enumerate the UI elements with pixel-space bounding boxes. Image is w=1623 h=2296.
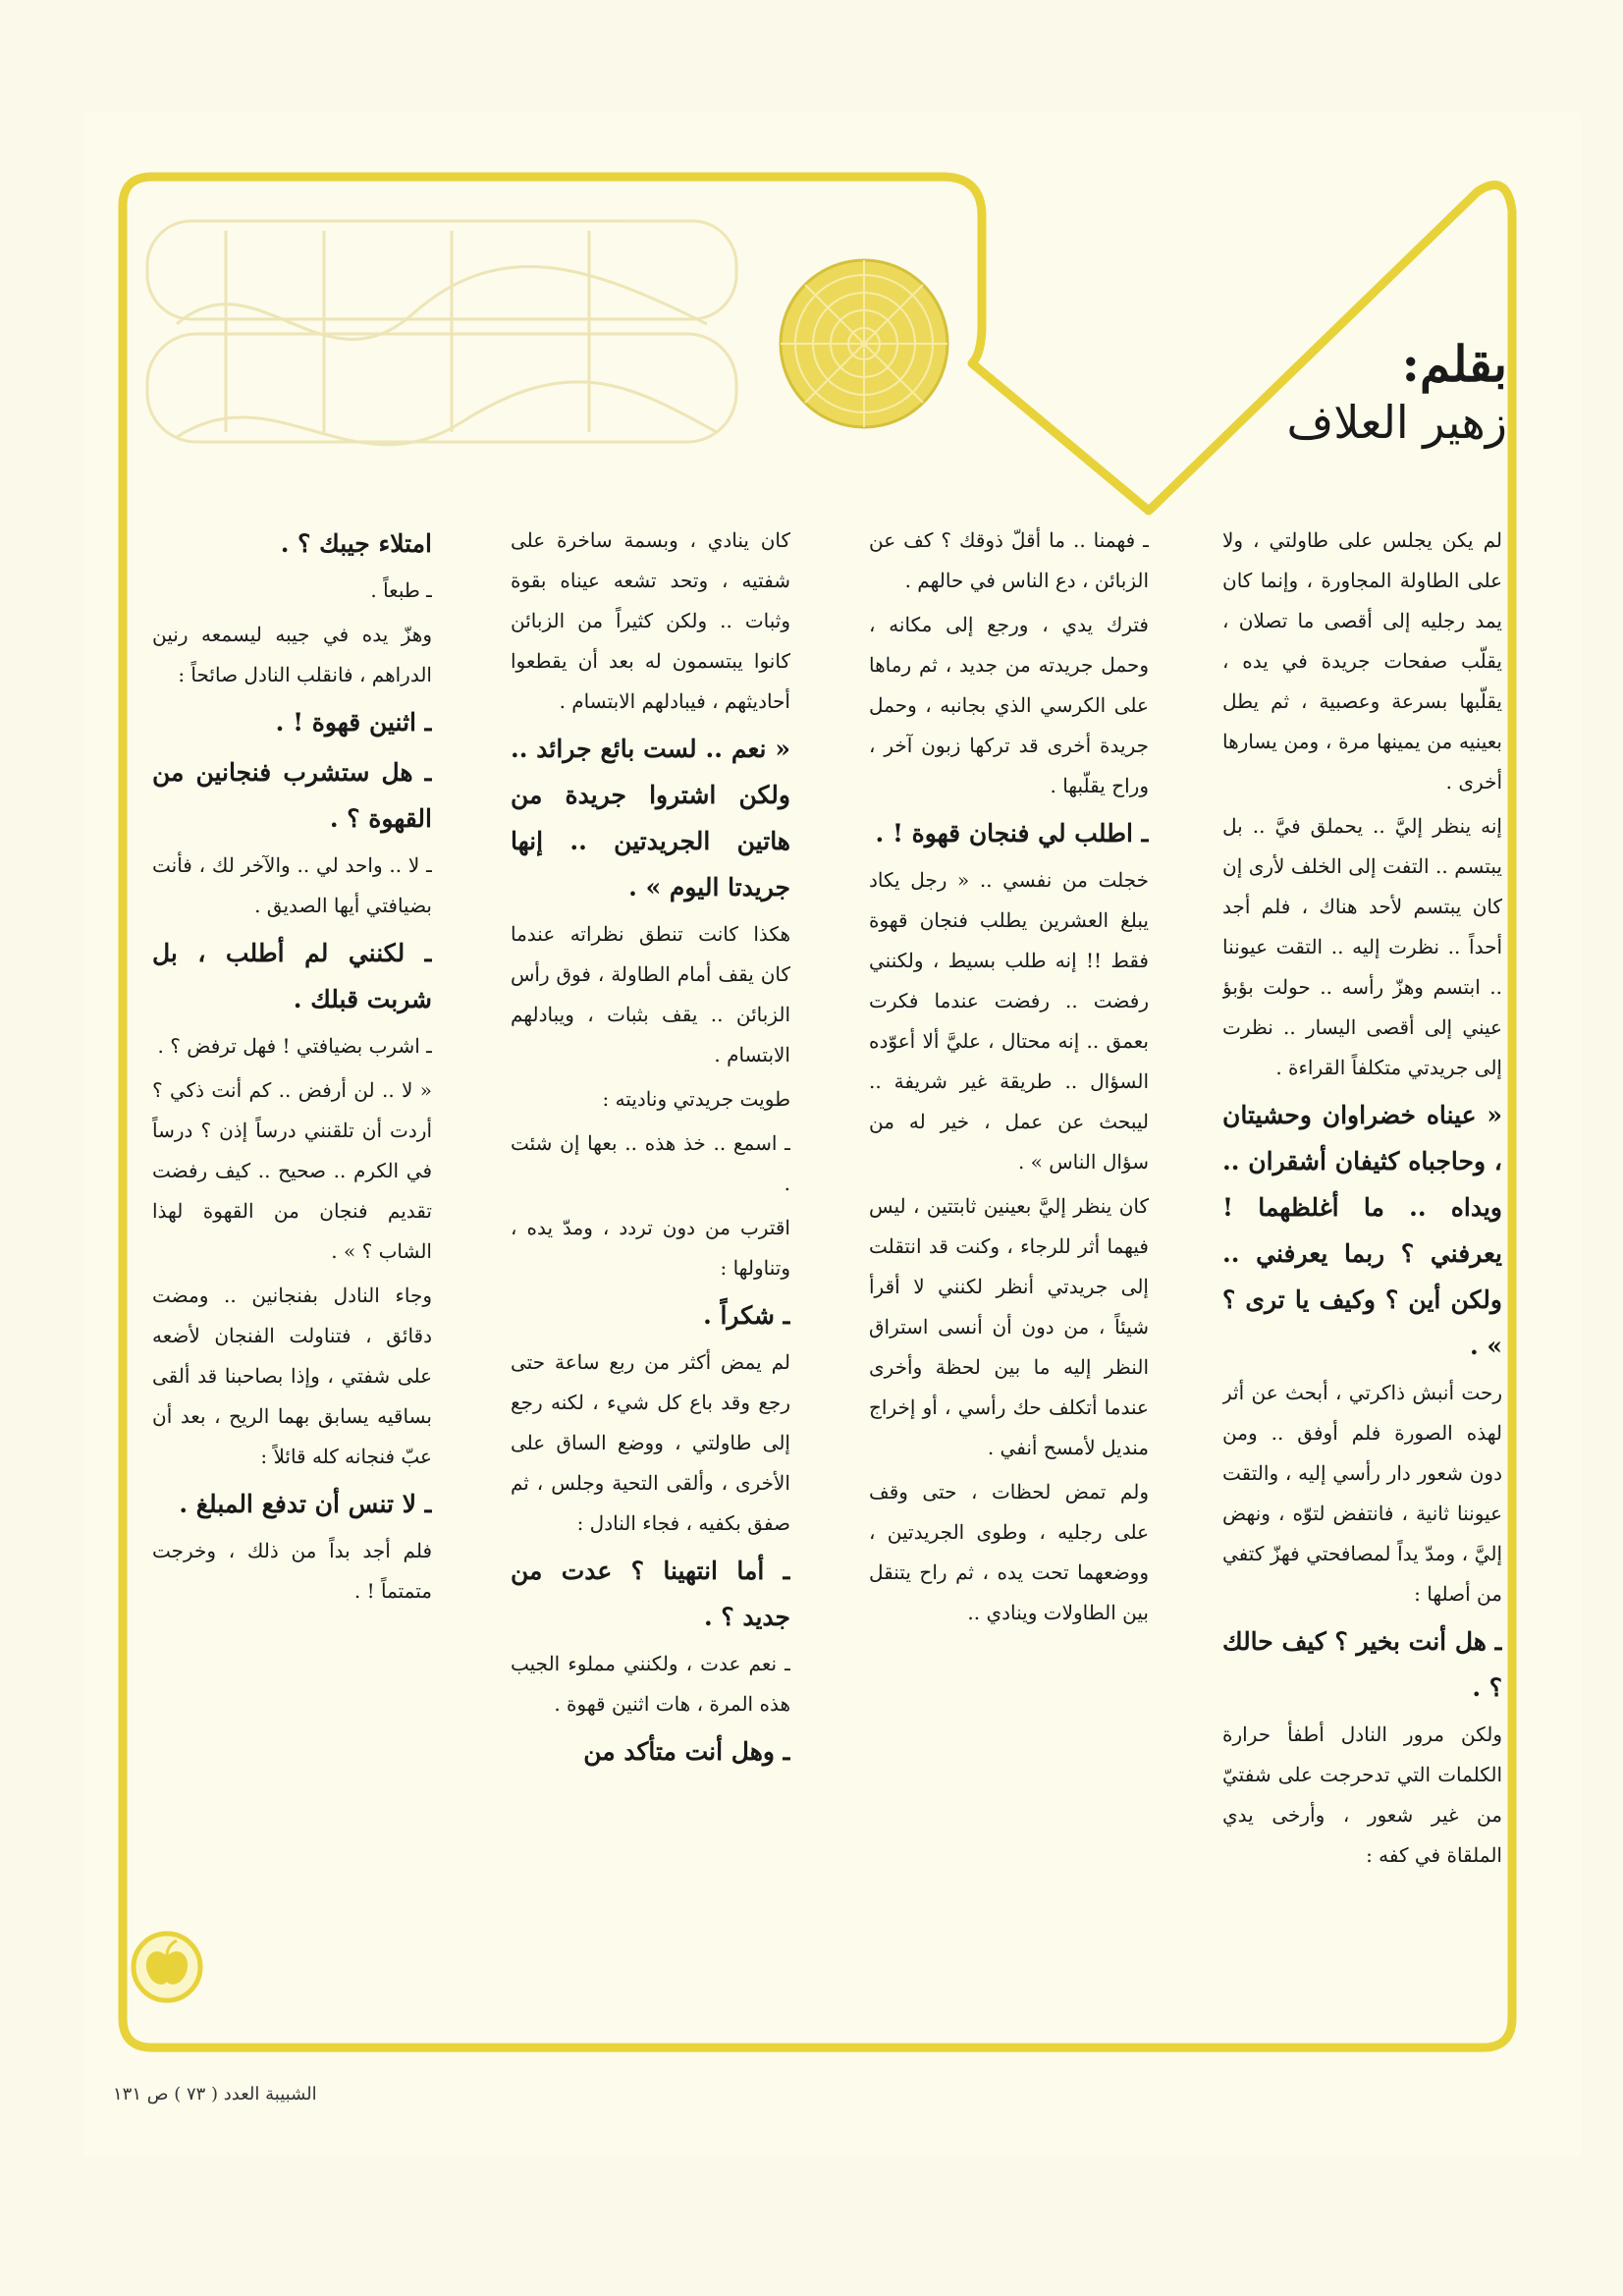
article-paragraph: إنه ينظر إليَّ .. يحملق فيَّ .. بل يبتسم .. التفت إلى الخلف لأرى إن كان يبتسم لأحد هناك ، فلم أجد أحداً .. نظرت إليه .. التقت عيوننا .. ابتسم وهزّ رأسه .. حولت بؤبؤ عيني إلى أقصى اليسار .. نظرت إلى جريدتي متكلفاً القراءة . — [1222, 814, 1502, 1079]
article-paragraph: هكذا كانت تنطق نظراته عندما كان يقف أمام الطاولة ، فوق رأس الزبائن .. يقف بثبات ، ويبادلهم الابتسام . — [511, 922, 790, 1066]
article-paragraph: فلم أجد بداً من ذلك ، وخرجت متمتماً ! . — [152, 1539, 432, 1603]
article-paragraph: ـ هل أنت بخير ؟ كيف حالك ؟ . — [1222, 1627, 1502, 1702]
page-folio: الشبيبة العدد ( ٧٣ ) ص ١٣١ — [113, 2084, 317, 2105]
article-paragraph: « عيناه خضراوان وحشيتان ، وحاجباه كثيفان أشقران .. ويداه .. ما أغلظهما ! يعرفني ؟ ربما يعرفني .. ولكن أين ؟ وكيف يا ترى ؟ » . — [1222, 1101, 1502, 1360]
article-paragraph: لم يمض أكثر من ربع ساعة حتى رجع وقد باع كل شيء ، لكنه رجع إلى طاولتي ، ووضع الساق على الأخرى ، وألقى التحية وجلس ، ثم صفق بكفيه ، فجاء النادل : — [511, 1350, 790, 1535]
article-paragraph: امتلاء جيبك ؟ . — [280, 529, 432, 558]
article-paragraph: « نعم .. لست بائع جرائد .. ولكن اشتروا جريدة من هاتين الجريدتين .. إنها جريدتا اليوم » . — [511, 735, 790, 902]
byline-author: زهير العلاف — [1286, 396, 1507, 449]
article-paragraph: ـ نعم عدت ، ولكنني مملوء الجيب هذه المرة ، هات اثنين قهوة . — [511, 1652, 790, 1716]
article-paragraph: وجاء النادل بفنجانين .. ومضت دقائق ، فتناولت الفنجان لأضعه على شفتي ، وإذا بصاحبنا قد ألقى بساقيه يسابق بهما الريح ، بعد أن عبّ فنجانه كله قائلاً : — [152, 1284, 432, 1468]
article-paragraph: ولم تمض لحظات ، حتى وقف على رجليه ، وطوى الجريدتين ، ووضعهما تحت يده ، ثم راح يتنقل بين الطاولات وينادي .. — [869, 1480, 1149, 1624]
article-paragraph: كان ينادي ، وبسمة ساخرة على شفتيه ، وتحد تشعه عيناه بقوة وثبات .. ولكن كثيراً من الزبائن كانوا يبتسمون له بعد أن يقطعوا أحاديثهم ، فيبادلهم الابتسام . — [511, 528, 790, 713]
byline — [1183, 334, 1507, 452]
article-column-4 — [152, 520, 432, 2052]
article-paragraph: ـ اثنين قهوة ! . — [275, 708, 432, 737]
article-paragraph: ـ وهل أنت متأكد من — [583, 1737, 790, 1766]
article-paragraph: ـ لكنني لم أطلب ، بل شربت قبلك . — [152, 939, 432, 1013]
article-paragraph: « لا .. لن أرفض .. كم أنت ذكي ؟ أردت أن تلقنني درساً إذن ؟ درساً في الكرم .. صحيح .. كيف رفضت تقديم فنجان من القهوة لهذا الشاب ؟ » . — [152, 1078, 432, 1263]
article-paragraph: كان ينظر إليَّ بعينين ثابتتين ، ليس فيهما أثر للرجاء ، وكنت قد انتقلت إلى جريدتي أنظر لكنني لا أقرأ شيئاً ، من دون أن أنسى استراق النظر إليه ما بين لحظة وأخرى عندما أتكلف حك رأسي ، أو إخراج منديل لأمسح أنفي . — [869, 1194, 1149, 1459]
article-paragraph: خجلت من نفسي .. « رجل يكاد يبلغ العشرين يطلب فنجان قهوة فقط !! إنه طلب بسيط ، ولكنني رفضت .. رفضت عندما فكرت بعمق .. إنه محتال ، عليَّ ألا أعوّده السؤال .. طريقة غير شريفة .. ليبحث عن عمل ، خير له من سؤال الناس » . — [869, 868, 1149, 1174]
article-paragraph: ـ طبعاً . — [370, 578, 432, 602]
article-paragraph: ـ اطلب لي فنجان قهوة ! . — [875, 819, 1149, 847]
article-paragraph: ـ لا .. واحد لي .. والآخر لك ، فأنت بضيافتي أيها الصديق . — [152, 853, 432, 917]
article-paragraph: اقترب من دون تردد ، ومدّ يده ، وتناولها : — [511, 1216, 790, 1280]
article-paragraph: فترك يدي ، ورجع إلى مكانه ، وحمل جريدته من جديد ، ثم رماها على الكرسي الذي بجانبه ، وحمل جريدة أخرى قد تركها زبون آخر ، وراح يقلّبها . — [869, 613, 1149, 797]
article-paragraph: ـ اشرب بضيافتي ! فهل ترفض ؟ . — [157, 1034, 432, 1058]
article-paragraph: ـ فهمنا .. ما أقلّ ذوقك ؟ كف عن الزبائن ، دع الناس في حالهم . — [869, 528, 1149, 592]
byline-label: بقلم: — [1401, 335, 1507, 393]
article-paragraph: ـ اسمع .. خذ هذه .. بعها إن شئت . — [511, 1131, 790, 1195]
article-column-3 — [511, 520, 790, 2052]
article-paragraph: ـ شكراً . — [703, 1301, 790, 1330]
article-paragraph: وهزّ يده في جيبه ليسمعه رنين الدراهم ، فانقلب النادل صائحاً : — [152, 623, 432, 686]
article-column-1 — [1222, 520, 1502, 2052]
article-paragraph: رحت أنبش ذاكرتي ، أبحث عن أثر لهذه الصورة فلم أوفق .. ومن دون شعور دار رأسي إليه ، والتقت عيوننا ثانية ، فانتفض لتوّه ، ونهض إليَّ ، ومدّ يداً لمصافحتي فهزّ كتفي من أصلها : — [1222, 1381, 1502, 1606]
article-paragraph: لم يكن يجلس على طاولتي ، ولا على الطاولة المجاورة ، وإنما كان يمد رجليه إلى أقصى ما تصلان ، يقلّب صفحات جريدة في يده ، يقلّبها بسرعة وعصبية ، ثم يطل بعينيه من يمينها مرة ، ومن يسارها أخرى . — [1222, 528, 1502, 793]
article-paragraph: ولكن مرور النادل أطفأ حرارة الكلمات التي تدحرجت على شفتيّ من غير شعور ، وأرخى يدي الملقاة في كفه : — [1222, 1722, 1502, 1867]
article-paragraph: ـ لا تنس أن تدفع المبلغ . — [179, 1490, 432, 1518]
article-paragraph: طويت جريدتي وناديته : — [602, 1087, 790, 1111]
article-paragraph: ـ أما انتهينا ؟ عدت من جديد ؟ . — [511, 1557, 790, 1631]
article-column-2 — [869, 520, 1149, 2052]
article-paragraph: ـ هل ستشرب فنجانين من القهوة ؟ . — [152, 758, 432, 833]
